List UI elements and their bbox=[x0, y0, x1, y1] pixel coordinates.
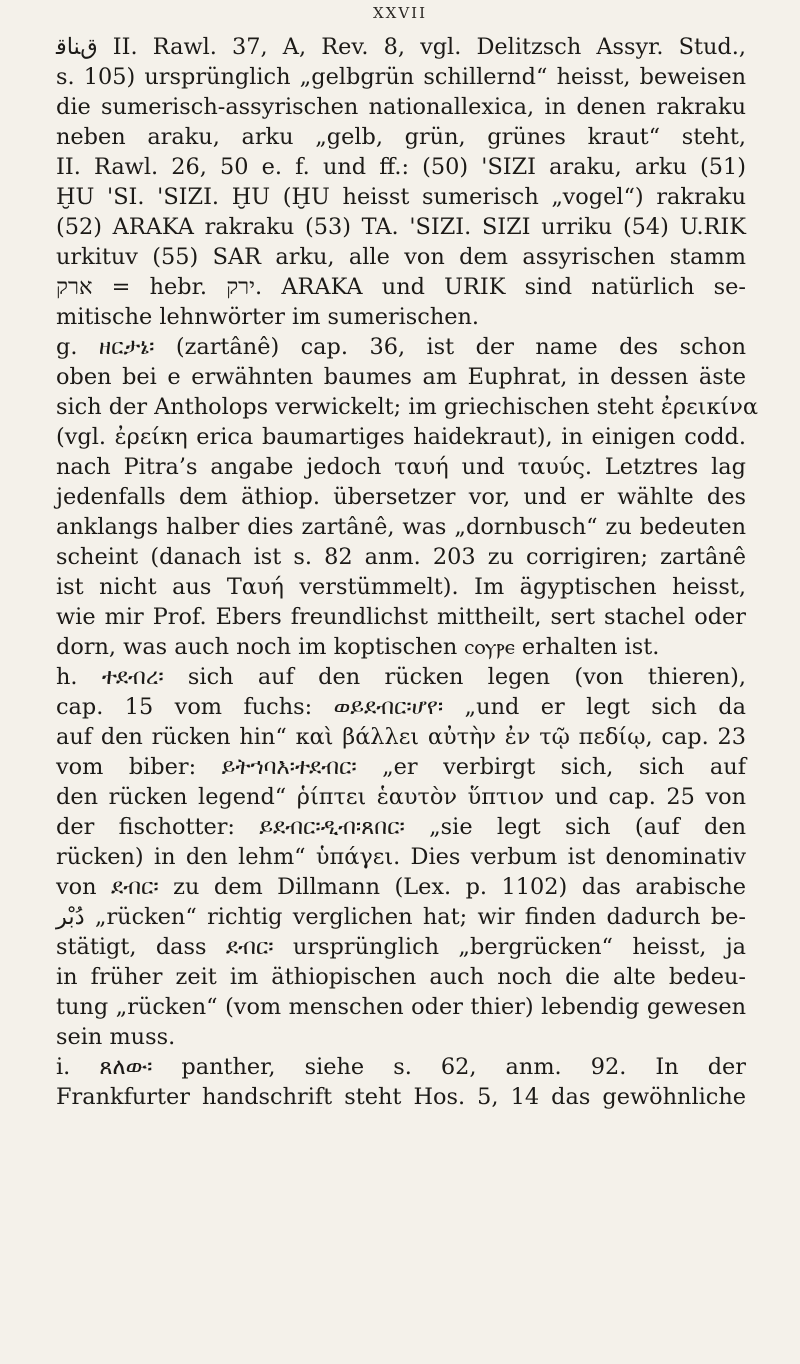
text-line: ḪU 'SI. 'SIZI. ḪU (ḪU heisst sumerisch „vogel“) rakraku bbox=[56, 184, 746, 210]
text-line: scheint (danach ist s. 82 anm. 203 zu corrigiren; zartânê bbox=[56, 544, 746, 570]
text-line: in früher zeit im äthiopischen auch noch die alte bedeu- bbox=[56, 964, 746, 990]
text-line: urkituv (55) SAR arku, alle von dem assyrischen stamm bbox=[56, 244, 746, 270]
text-line: Frankfurter handschrift steht Hos. 5, 14 das gewöhnliche bbox=[56, 1084, 746, 1110]
text-line: sich der Antholops verwickelt; im griechischen steht ἐρεικίνα bbox=[56, 394, 758, 420]
text-line: i. ጸለው፡ panther, siehe s. 62, anm. 92. In der bbox=[56, 1054, 746, 1080]
text-line: den rücken legend“ ῥίπτει ἑαυτὸν ὕπτιον und cap. 25 von bbox=[56, 784, 746, 810]
text-line: auf den rücken hin“ καὶ βάλλει αὐτὴν ἐν τῷ πεδίῳ, cap. 23 bbox=[56, 724, 746, 750]
text-line: vom biber: ይትኀባእ፡ተደብር፡ „er verbirgt sich, sich auf bbox=[56, 754, 746, 780]
text-line: (52) ARAKA rakraku (53) TA. 'SIZI. SIZI urriku (54) U.RIK bbox=[56, 214, 746, 240]
text-line: anklangs halber dies zartânê, was „dornbusch“ zu bedeuten bbox=[56, 514, 746, 540]
text-line: ﻕﻨﺎﻗ II. Rawl. 37, A, Rev. 8, vgl. Delitzsch Assyr. Stud., bbox=[56, 34, 746, 60]
text-line: neben araku, arku „gelb, grün, grünes kraut“ steht, bbox=[56, 124, 746, 150]
text-line: sein muss. bbox=[56, 1024, 176, 1050]
text-line: دُبْر „rücken“ richtig verglichen hat; wir finden dadurch be- bbox=[56, 904, 746, 930]
text-line: oben bei e erwähnten baumes am Euphrat, in dessen äste bbox=[56, 364, 746, 390]
text-line: jedenfalls dem äthiop. übersetzer vor, und er wählte des bbox=[56, 484, 746, 510]
text-line: stätigt, dass ደብር፡ ursprünglich „bergrücken“ heisst, ja bbox=[56, 934, 746, 960]
page-number: XXVII bbox=[372, 4, 428, 22]
text-line: der fischotter: ይደብር፡ዲብ፡ጸበር፡ „sie legt sich (auf den bbox=[56, 814, 746, 840]
text-line: die sumerisch-assyrischen nationallexica, in denen rakraku bbox=[56, 94, 746, 120]
text-line: h. ተደብረ፡ sich auf den rücken legen (von thieren), bbox=[56, 664, 746, 690]
text-line: mitische lehnwörter im sumerischen. bbox=[56, 304, 480, 330]
text-line: tung „rücken“ (vom menschen oder thier) lebendig gewesen bbox=[56, 994, 746, 1020]
text-line: rücken) in den lehm“ ὑπάγει. Dies verbum ist denominativ bbox=[56, 844, 746, 870]
text-line: ארק = hebr. ירק. ARAKA und URIK sind natürlich se- bbox=[56, 274, 746, 300]
text-line: cap. 15 vom fuchs: ወይደብር፡ሆየ፡ „und er legt sich da bbox=[56, 694, 746, 720]
text-line: II. Rawl. 26, 50 e. f. und ff.: (50) 'SIZI araku, arku (51) bbox=[56, 154, 746, 180]
text-line: (vgl. ἐρείκη erica baumartiges haidekraut), in einigen codd. bbox=[56, 424, 746, 450]
text-line: g. ዘርታኔ፡ (zartânê) cap. 36, ist der name des schon bbox=[56, 334, 746, 360]
text-line: wie mir Prof. Ebers freundlichst mittheilt, sert stachel oder bbox=[56, 604, 746, 630]
text-line: ist nicht aus Ταυή verstümmelt). Im ägyptischen heisst, bbox=[56, 574, 746, 600]
text-line: nach Pitra’s angabe jedoch ταυή und ταυύς. Letztres lag bbox=[56, 454, 746, 480]
text-line: von ደብር፡ zu dem Dillmann (Lex. p. 1102) das arabische bbox=[56, 874, 746, 900]
text-line: dorn, was auch noch im koptischen ⲥⲟⲩⲣⲉ erhalten ist. bbox=[56, 634, 660, 660]
text-line: s. 105) ursprünglich „gelbgrün schillernd“ heisst, beweisen bbox=[56, 64, 746, 90]
